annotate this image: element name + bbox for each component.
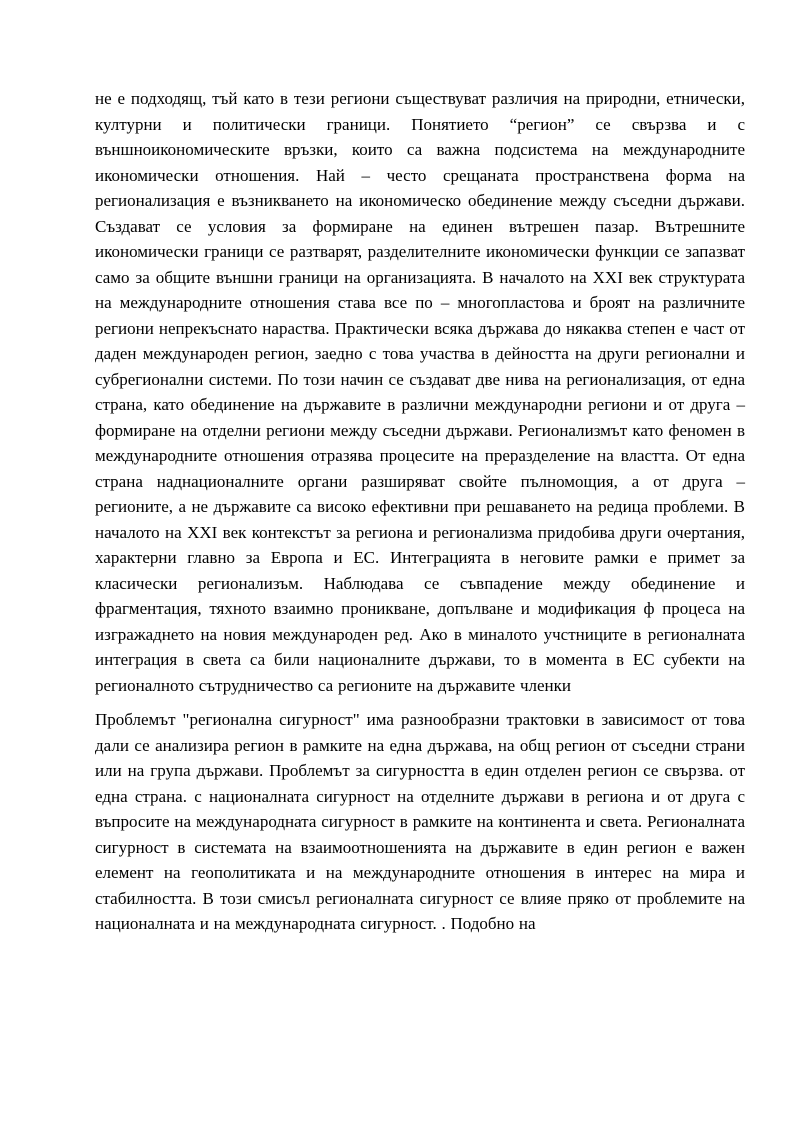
paragraph-region-concept: не е подходящ, тъй като в тези региони съществуват различия на природни, етнически, културни и политически граници. Понятието “регион” се свързва и с външноикономическите връзки, които са важна подсистема на международните икономически отношения. Най – често срещаната пространствена форма на регионализация е възникването на икономическо обединение между съседни държави. Създават се условия за формиране на единен вътрешен пазар. Вътрешните икономически граници се разтварят, разделителните икономически функции се запазват само за общите външни граници на организацията. В началото на XXI век структурата на международните отношения става все по – многопластова и броят на различните региони непрекъснато нараства. Практически всяка държава до някаква степен е част от даден международен регион, заедно с това участва в дейността на други регионални и субрегионални системи. По този начин се създават две нива на регионализация, от една страна, като обединение на държавите в различни международни региони и от друга – формиране на отделни региони между съседни държави. Регионализмът като феномен в международните отношения отразява процесите на преразделение на властта. От една страна наднационалните органи разширяват свойте пълномощия, а от друга – регионите, а не държавите са високо ефективни при решаването на редица проблеми. В началото на XXI век контекстът за региона и регионализма придобива други очертания, характерни главно за Европа и ЕС. Интеграцията в неговите рамки е примет за класически регионализъм. Наблюдава се съвпадение между обединение и фрагментация, тяхното взаимно проникване, допълване и модификация ф процеса на изгражаднето на новия международен ред. Ако в миналото учстниците в регионалната интеграция в света са били националните държави, то в момента в ЕС субекти на регионалното сътрудничество са регионите на държавите членки [95,89,745,695]
document-page [95,86,745,946]
paragraph-regional-security: Проблемът "регионална сигурност" има разнообразни трактовки в зависимост от това дали се анализира регион в рамките на една държава, на общ регион от съседни страни или на група държави. Проблемът за сигурността в един отделен регион се свързва. от една страна. с националната сигурност на отделните държави в региона и от друга с въпросите на международната сигурност в рамките на континента и света. Регионалната сигурност в системата на взаимоотношенията на държавите в един регион е важен елемент на геополитиката и на международните отношения в интерес на мира и стабилността. В този смисъл регионалната сигурност се влияе пряко от проблемите на националната и на международната сигурност. . Подобно на [95,710,745,933]
